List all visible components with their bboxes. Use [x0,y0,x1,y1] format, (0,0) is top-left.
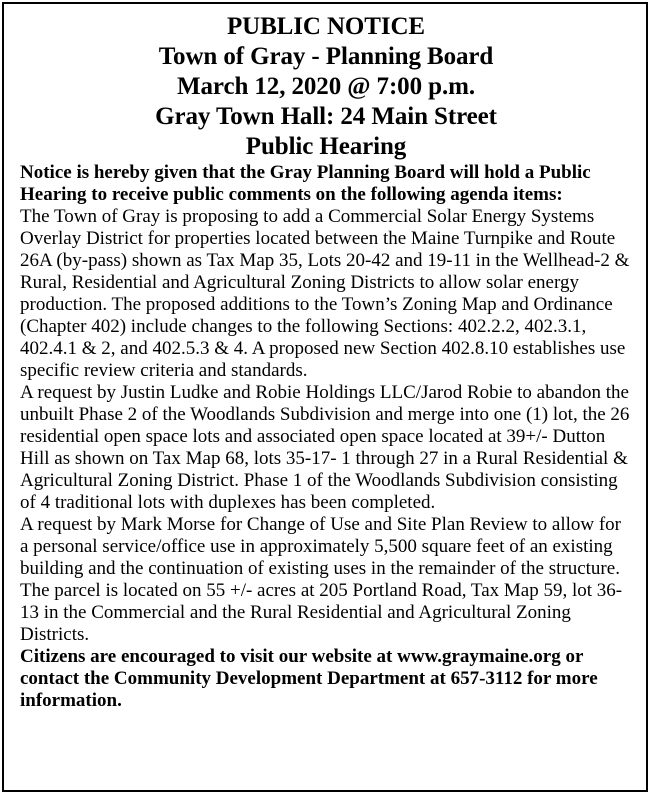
intro-paragraph: Notice is hereby given that the Gray Planning Board will hold a Public Hearing to receive public comments on the following agenda items: [20,162,591,205]
board-name: Town of Gray - Planning Board [158,43,494,70]
agenda-item-morse: A request by Mark Morse for Change of Use and Site Plan Review to allow for a personal service/office use in approximately 5,500 square feet of an existing building and the continuation of existing uses in the remainder of the structure. The parcel is located on 55 +/- acres at 205 Portland Road, Tax Map 59, lot 36-13 in the Commercial and the Rural Residential and Agricultural Zoning Districts. [20,514,623,645]
meeting-datetime: March 12, 2020 @ 7:00 p.m. [177,73,475,100]
notice-title: PUBLIC NOTICE [226,13,426,40]
agenda-item-woodlands: A request by Justin Ludke and Robie Holdings LLC/Jarod Robie to abandon the unbuilt Phase 2 of the Woodlands Subdivision and merge into one (1) lot, the 26 residential open space lots and associated open space located at 39+/- Dutton Hill as shown on Tax Map 68, lots 35-17- 1 through 27 in a Rural Residential & Agricultural Zoning District. Phase 1 of the Woodlands Subdivision consisting of 4 traditional lots with duplexes has been completed. [20,382,630,513]
hearing-label: Public Hearing [245,133,407,160]
meeting-location: Gray Town Hall: 24 Main Street [155,103,497,130]
public-notice [2,2,648,792]
agenda-item-solar: The Town of Gray is proposing to add a Commercial Solar Energy Systems Overlay District for properties located between the Maine Turnpike and Route 26A (by-pass) shown as Tax Map 35, Lots 20-42 and 19-11 in the Wellhead-2 & Rural, Residential and Agricultural Zoning Districts to allow solar energy production. The proposed additions to the Town’s Zoning Map and Ordinance (Chapter 402) include changes to the following Sections: 402.2.2, 402.3.1, 402.4.1 & 2, and 402.5.3 & 4. A proposed new Section 402.8.10 establishes use specific review criteria and standards. [20,206,630,381]
closing-paragraph: Citizens are encouraged to visit our website at www.graymaine.org or contact the Community Development Department at 657-3112 for more information. [20,646,598,711]
notice-header [20,12,632,162]
